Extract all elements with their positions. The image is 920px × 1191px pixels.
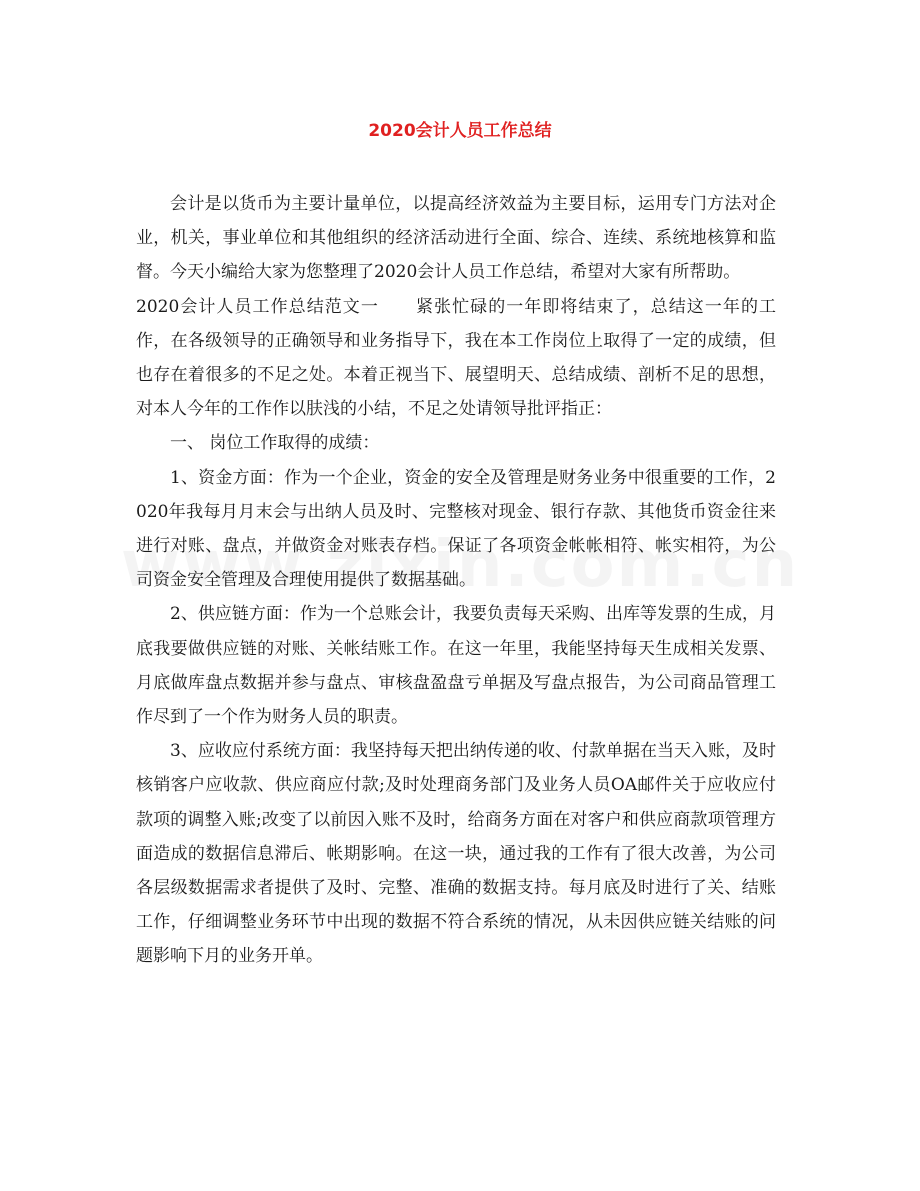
item-paragraph-supply-chain: 2、供应链方面：作为一个总账会计，我要负责每天采购、出库等发票的生成，月底我要做供应链的对账、关帐结账工作。在这一年里，我能坚持每天生成相关发票、月底做库盘点数据并参与盘点、审核盘盈盘亏单据及写盘点报告，为公司商品管理工作尽到了一个作为财务人员的职责。 xyxy=(136,604,776,728)
sample-opening: 紧张忙碌的一年即将结束了，总结这一年的工作，在各级领导的正确领导和业务指导下，我在本工作岗位上取得了一定的成绩，但也存在着很多的不足之处。本着正视当下、展望明天、总结成绩、剖析不足的思想，对本人今年的工作作以肤浅的小结，不足之处请领导批评指正： xyxy=(136,296,777,420)
section-heading: 一、 岗位工作取得的成绩： xyxy=(170,433,380,454)
sample-paragraph xyxy=(136,290,776,427)
sample-heading: 2020会计人员工作总结范文一 xyxy=(136,296,379,317)
item-paragraph-funds: 1、资金方面：作为一个企业，资金的安全及管理是财务业务中很重要的工作，2020年我每月月末会与出纳人员及时、完整核对现金、银行存款、其他货币资金往来进行对账、盘点，并做资金对账表存档。保证了各项资金帐帐相符、帐实相符，为公司资金安全管理及合理使用提供了数据基础。 xyxy=(136,467,776,591)
intro-paragraph: 会计是以货币为主要计量单位，以提高经济效益为主要目标，运用专门方法对企业，机关，事业单位和其他组织的经济活动进行全面、综合、连续、系统地核算和监督。今天小编给大家为您整理了2020会计人员工作总结，希望对大家有所帮助。 xyxy=(136,194,776,283)
document-title: 2020会计人员工作总结 xyxy=(368,121,552,141)
document-body xyxy=(136,187,776,974)
item-paragraph-receivables-payables: 3、应收应付系统方面：我坚持每天把出纳传递的收、付款单据在当天入账，及时核销客户应收款、供应商应付款;及时处理商务部门及业务人员OA邮件关于应收应付款项的调整入账;改变了以前因入账不及时，给商务方面在对客户和供应商款项管理方面造成的数据信息滞后、帐期影响。在这一块，通过我的工作有了很大改善，为公司各层级数据需求者提供了及时、完整、准确的数据支持。每月底及时进行了关、结账工作，仔细调整业务环节中出现的数据不符合系统的情况，从未因供应链关结账的问题影响下月的业务开单。 xyxy=(136,741,776,967)
